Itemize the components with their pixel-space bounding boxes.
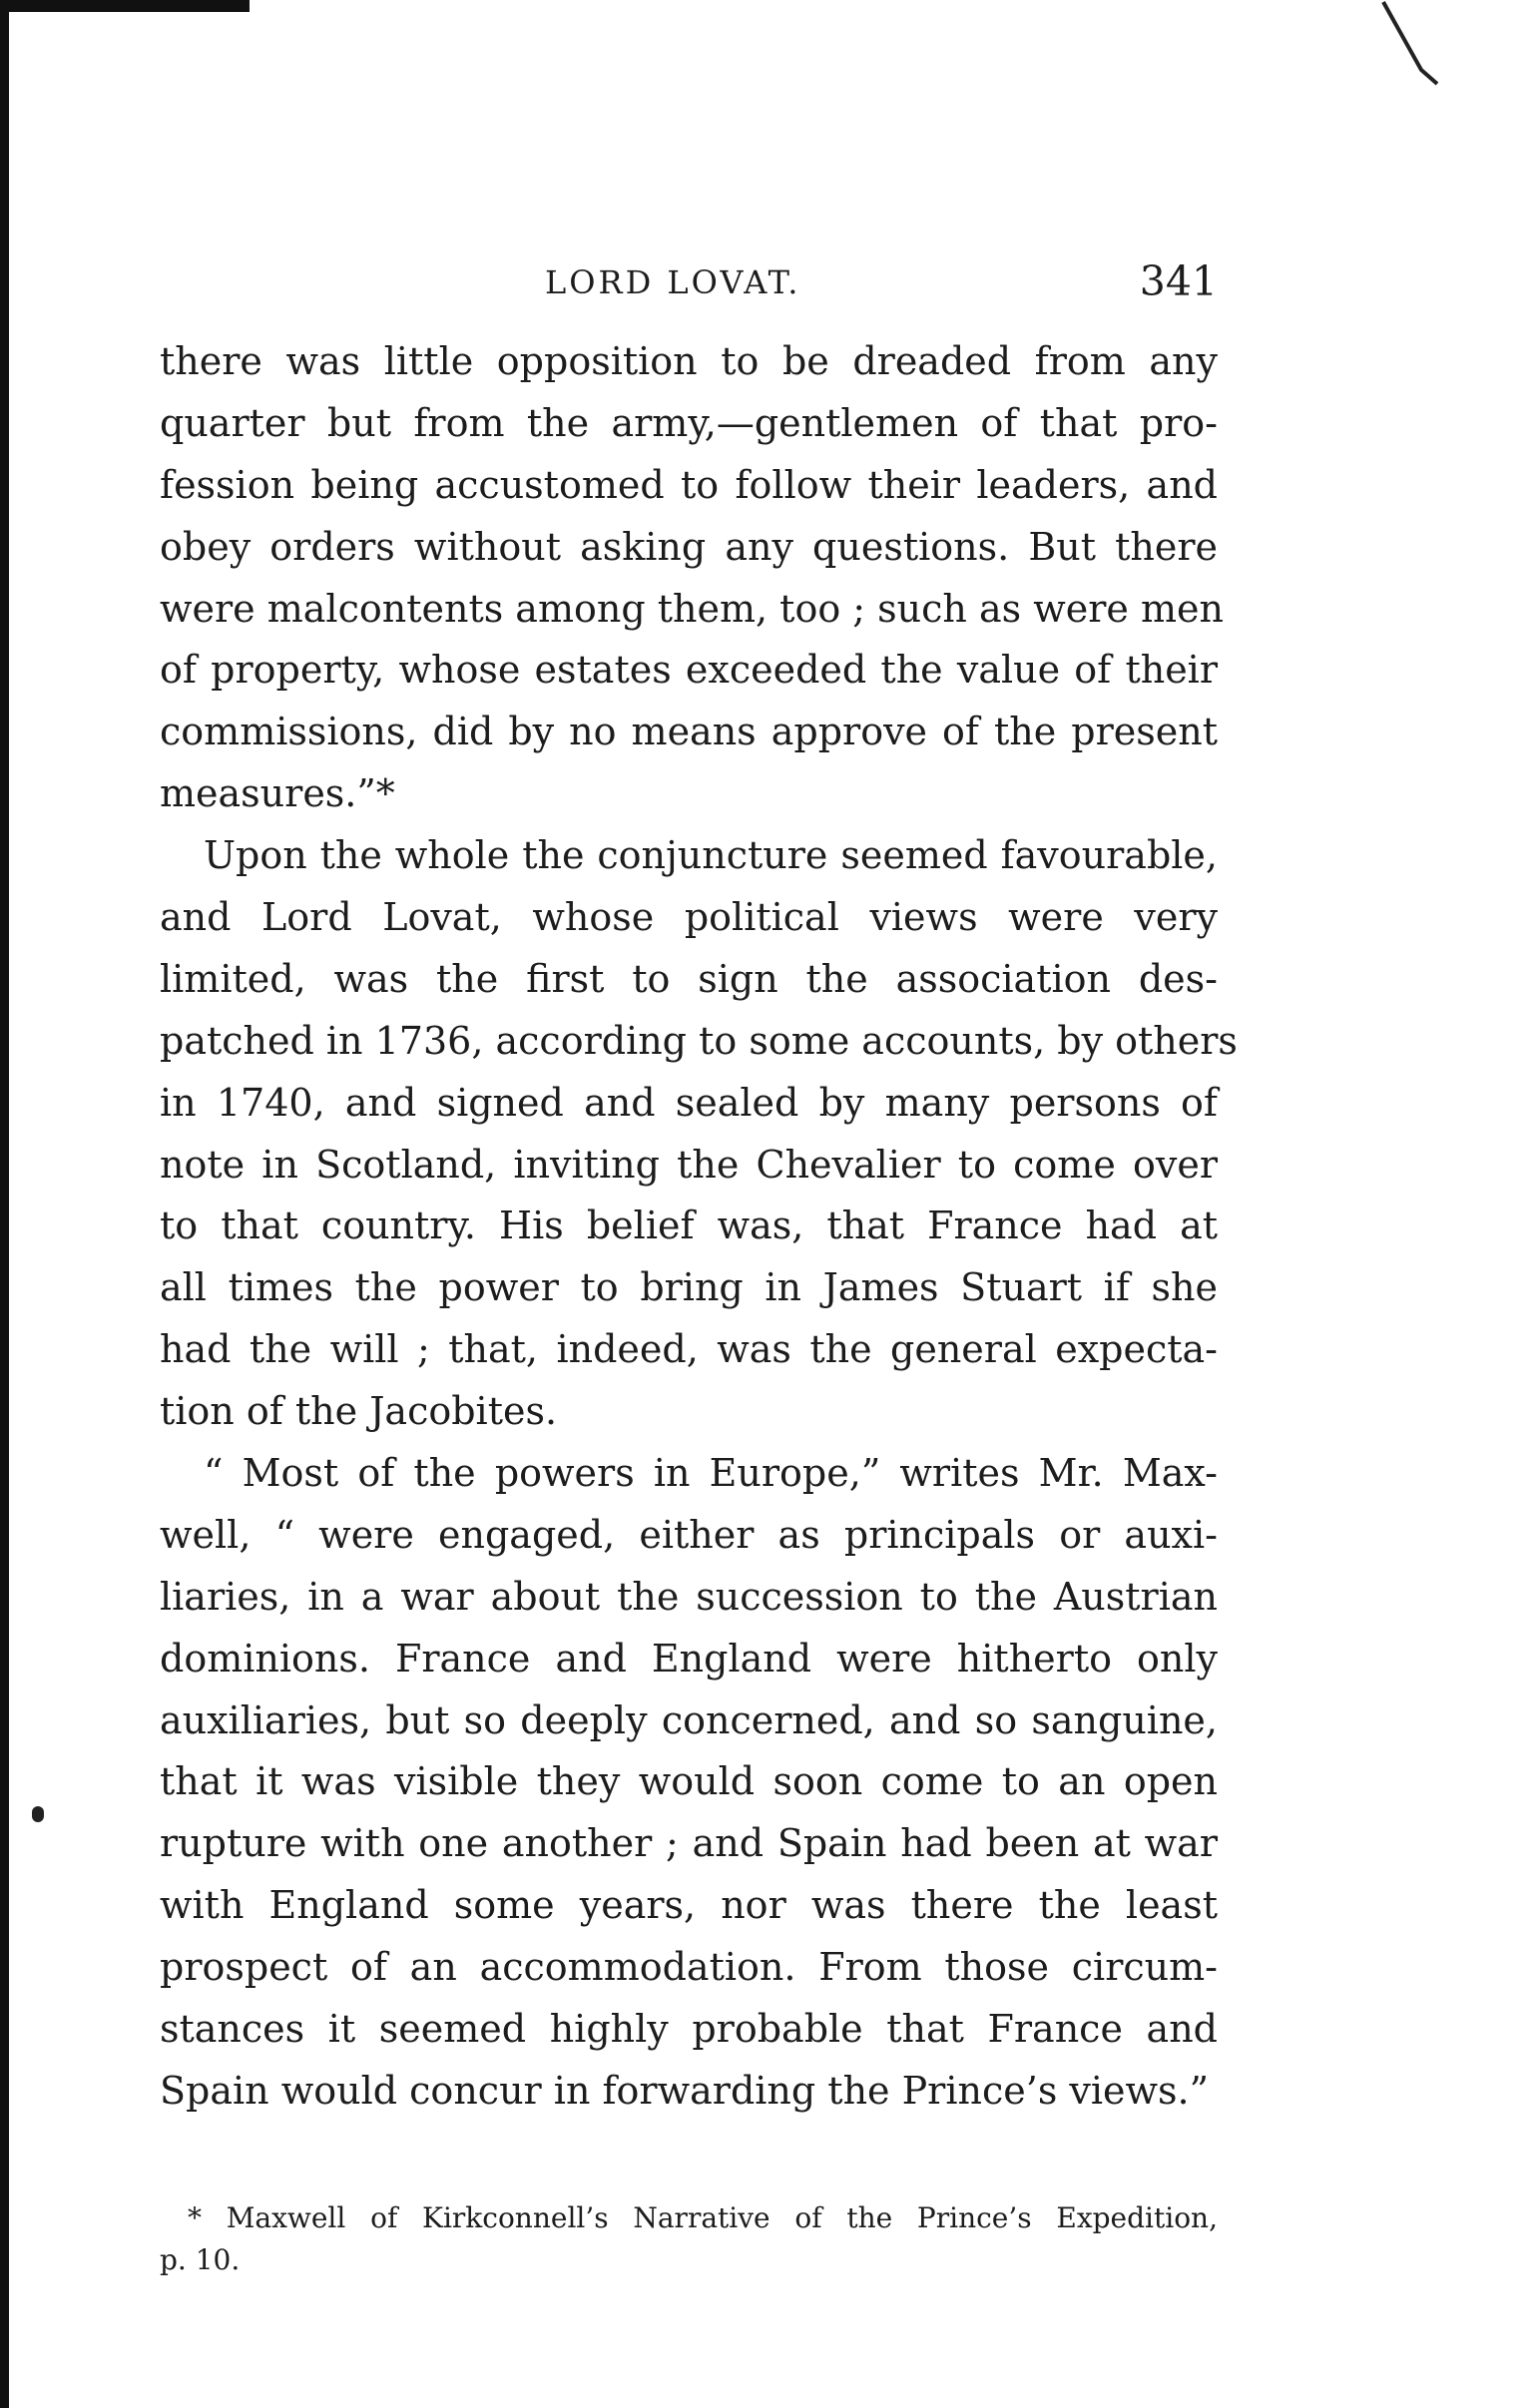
text-line: well, “ were engaged, either as principals or auxi- (160, 1512, 1218, 1557)
footnote-line: p. 10. (160, 2243, 241, 2276)
scan-edge-left (0, 0, 9, 2408)
text-line: auxiliaries, but so deeply concerned, and so sanguine, (160, 1697, 1218, 1742)
text-line: Spain would concur in forwarding the Prince’s views.” (160, 2068, 1210, 2113)
text-line: there was little opposition to be dreaded from any (160, 339, 1218, 383)
text-line: had the will ; that, indeed, was the general expecta- (160, 1327, 1218, 1372)
text-line: “ Most of the powers in Europe,” writes Mr. Max- (204, 1451, 1218, 1496)
text-line: and Lord Lovat, whose political views were very (160, 895, 1218, 940)
text-line: all times the power to bring in James Stuart if she (160, 1265, 1218, 1310)
text-line: Upon the whole the conjuncture seemed favourable, (204, 833, 1218, 878)
scan-edge-top (0, 0, 250, 12)
text-line: prospect of an accommodation. From those circum- (160, 1945, 1218, 1990)
text-line: measures.”* (160, 771, 395, 816)
text-line: in 1740, and signed and sealed by many persons of (160, 1080, 1218, 1125)
text-line: with England some years, nor was there the least (160, 1883, 1218, 1928)
footnote (160, 2197, 1218, 2281)
text-line: were malcontents among them, too ; such as were men (160, 586, 1224, 631)
text-line: dominions. France and England were hitherto only (160, 1636, 1218, 1681)
text-line: fession being accustomed to follow their leaders, and (160, 462, 1218, 507)
footnote-line: * Maxwell of Kirkconnell’s Narrative of the Prince’s Expedition, (188, 2201, 1218, 2234)
text-line: of property, whose estates exceeded the value of their (160, 648, 1218, 693)
text-line: note in Scotland, inviting the Chevalier to come over (160, 1142, 1218, 1187)
text-line: stances it seemed highly probable that France and (160, 2007, 1218, 2052)
text-line: liaries, in a war about the succession to the Austrian (160, 1574, 1218, 1619)
text-line: tion of the Jacobites. (160, 1389, 558, 1434)
text-line: commissions, did by no means approve of the present (160, 710, 1218, 754)
paragraph-1 (160, 331, 1224, 825)
running-head: LORD LOVAT. (545, 263, 801, 301)
scan-speck (32, 1806, 44, 1822)
page-number: 341 (1139, 257, 1218, 305)
text-line: quarter but from the army,—gentlemen of that pro- (160, 400, 1218, 445)
text-line: that it was visible they would soon come to an open (160, 1759, 1218, 1804)
body-text (160, 331, 1238, 2123)
text-line: obey orders without asking any questions. But there (160, 524, 1218, 569)
scan-corner-mark (1375, 0, 1455, 90)
text-line: to that country. His belief was, that France had at (160, 1204, 1218, 1248)
page-header (160, 257, 1218, 317)
text-line: patched in 1736, according to some accounts, by others (160, 1018, 1238, 1063)
text-line: limited, was the first to sign the association des- (160, 956, 1218, 1001)
paragraph-2 (160, 825, 1238, 1443)
paragraph-3 (160, 1443, 1218, 2123)
text-line: rupture with one another ; and Spain had been at war (160, 1821, 1218, 1866)
